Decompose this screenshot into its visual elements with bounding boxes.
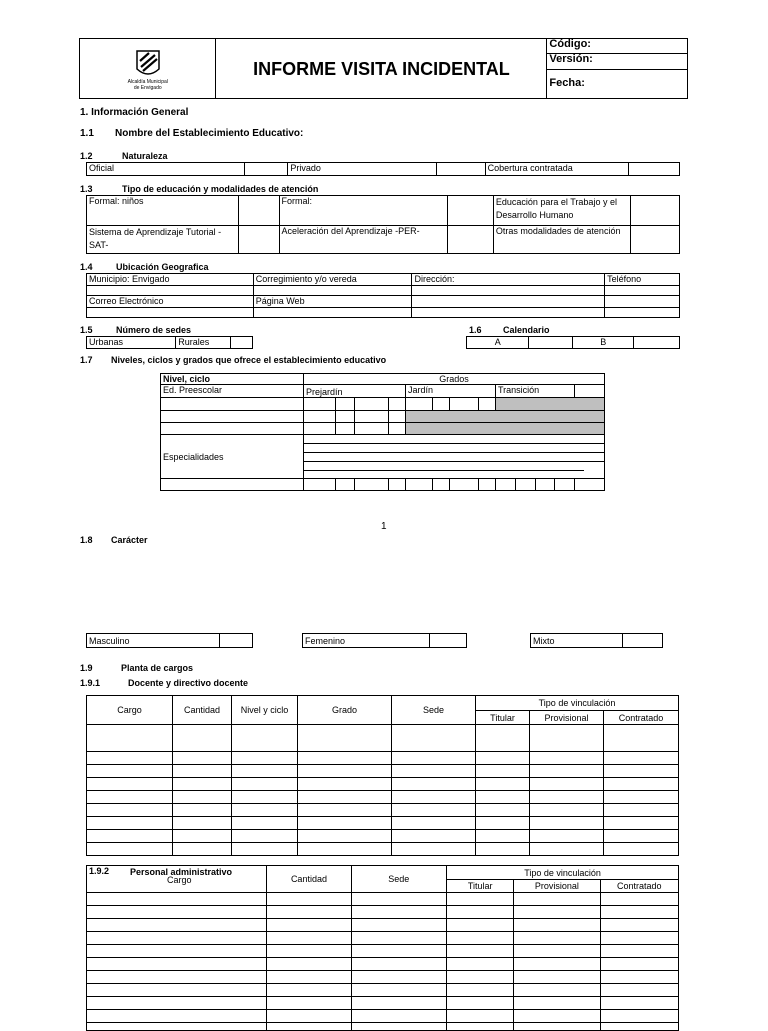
col-cargo: Cargo	[87, 696, 173, 725]
section-1-2-num: 1.2	[80, 151, 93, 161]
table-cell[interactable]	[173, 765, 232, 778]
table-cell[interactable]	[87, 997, 267, 1010]
calendario-a-field[interactable]	[529, 337, 573, 349]
grid-cell[interactable]	[406, 479, 433, 491]
urbanas-label: Urbanas	[87, 337, 176, 349]
blank-cell	[605, 296, 680, 308]
table-cell[interactable]	[447, 984, 514, 997]
table-cell[interactable]	[87, 919, 267, 932]
table-cell[interactable]	[600, 1010, 678, 1023]
blank-cell	[412, 308, 605, 318]
telefono-label: Teléfono	[605, 274, 680, 286]
table-cell[interactable]	[267, 919, 351, 932]
calendario-b-field[interactable]	[634, 337, 680, 349]
section-1-9-1-label: Docente y directivo docente	[128, 678, 249, 688]
table-cell[interactable]	[173, 752, 232, 765]
section-1-5-label: Número de sedes	[116, 325, 192, 335]
table-cell[interactable]	[267, 893, 351, 906]
table-cell[interactable]	[476, 765, 530, 778]
oficial-field[interactable]	[245, 163, 288, 176]
masculino-field[interactable]	[220, 634, 253, 648]
header-table	[79, 38, 688, 99]
table-cell[interactable]	[392, 843, 476, 856]
section-1-9-num: 1.9	[80, 663, 93, 673]
table-cell[interactable]	[476, 725, 530, 752]
direccion-field[interactable]	[412, 286, 605, 296]
femenino-table	[302, 633, 467, 648]
grid-cell[interactable]	[433, 398, 450, 411]
grid-cell[interactable]	[406, 398, 433, 411]
table-cell[interactable]	[232, 725, 298, 752]
correo-field[interactable]	[87, 308, 254, 318]
table-cell[interactable]	[351, 906, 447, 919]
table-cell[interactable]	[476, 791, 530, 804]
section-1-4-num: 1.4	[80, 262, 93, 272]
table-cell[interactable]	[173, 843, 232, 856]
direccion-label: Dirección:	[412, 274, 605, 286]
grid-cell[interactable]	[304, 423, 336, 435]
mixto-table	[530, 633, 663, 648]
table-cell[interactable]	[600, 984, 678, 997]
grid-cell[interactable]	[355, 479, 389, 491]
cobertura-field[interactable]	[628, 163, 679, 176]
table-cell[interactable]	[514, 893, 600, 906]
table-cell[interactable]	[87, 804, 173, 817]
col-tipo-vinculacion: Tipo de vinculación	[476, 696, 679, 711]
table-cell[interactable]	[514, 1010, 600, 1023]
table-cell[interactable]	[87, 1010, 267, 1023]
table-cell[interactable]	[530, 804, 604, 817]
table-cell[interactable]	[87, 752, 173, 765]
table-cell[interactable]	[87, 971, 267, 984]
shaded-cell	[406, 411, 605, 423]
table-cell[interactable]	[267, 1010, 351, 1023]
table-cell[interactable]	[392, 791, 476, 804]
table-cell[interactable]	[447, 945, 514, 958]
table-cell[interactable]	[298, 830, 392, 843]
table-cell[interactable]	[351, 1010, 447, 1023]
table-cell[interactable]	[514, 958, 600, 971]
table-cell[interactable]	[530, 765, 604, 778]
section-1-8-num: 1.8	[80, 535, 93, 545]
table-cell[interactable]	[530, 817, 604, 830]
mixto-field[interactable]	[622, 634, 662, 648]
table-cell[interactable]	[392, 830, 476, 843]
grid-cell[interactable]	[336, 423, 355, 435]
table-cell[interactable]	[476, 752, 530, 765]
col-cargo	[87, 866, 267, 893]
table-cell[interactable]	[173, 830, 232, 843]
shaded-cell	[496, 398, 605, 411]
especialidades-label: Especialidades	[161, 435, 304, 479]
municipio-field[interactable]	[87, 286, 254, 296]
blank-cell	[412, 296, 605, 308]
table-cell[interactable]	[604, 830, 679, 843]
col-contratado: Contratado	[600, 880, 678, 893]
table-cell[interactable]	[351, 971, 447, 984]
col-provisional: Provisional	[514, 880, 600, 893]
telefono-field[interactable]	[605, 286, 680, 296]
table-cell[interactable]	[232, 752, 298, 765]
table-cell[interactable]	[600, 932, 678, 945]
table-cell[interactable]	[392, 752, 476, 765]
sat-label: Sistema de Aprendizaje Tutorial - SAT-	[87, 226, 239, 254]
col-grado: Grado	[298, 696, 392, 725]
rurales-label: Rurales	[176, 337, 230, 349]
formal-ninos-field[interactable]	[238, 196, 279, 226]
table-cell[interactable]	[87, 725, 173, 752]
masculino-table	[86, 633, 253, 648]
grid-cell[interactable]	[161, 398, 304, 411]
table-cell[interactable]	[514, 906, 600, 919]
table-cell[interactable]	[600, 893, 678, 906]
version-label: Versión:	[547, 54, 687, 70]
table-cell[interactable]	[232, 791, 298, 804]
rurales-field[interactable]	[230, 337, 252, 349]
table-cell[interactable]	[87, 791, 173, 804]
edu-trabajo-label: Educación para el Trabajo y el Desarrollo Humano	[493, 196, 631, 226]
grid-cell[interactable]	[555, 479, 575, 491]
grid-cell[interactable]	[336, 479, 355, 491]
logo-text	[80, 79, 215, 91]
table-cell[interactable]	[267, 997, 351, 1010]
table-cell[interactable]	[392, 778, 476, 791]
col-cantidad: Cantidad	[267, 866, 351, 893]
table-cell[interactable]	[232, 765, 298, 778]
femenino-field[interactable]	[430, 634, 467, 648]
shaded-cell	[406, 423, 605, 435]
table-cell[interactable]	[476, 804, 530, 817]
femenino-label: Femenino	[303, 634, 430, 648]
grid-cell[interactable]	[304, 411, 336, 423]
table-cell[interactable]	[530, 791, 604, 804]
section-1-3-label: Tipo de educación y modalidades de atención	[122, 184, 319, 194]
naturaleza-table	[86, 162, 680, 176]
table-cell[interactable]	[392, 765, 476, 778]
table-cell[interactable]	[447, 997, 514, 1010]
per-field[interactable]	[448, 226, 494, 254]
nivel-header: Nivel, ciclo	[161, 374, 304, 385]
grid-cell[interactable]	[161, 411, 304, 423]
section-1-2-label: Naturaleza	[122, 151, 168, 161]
grados-header: Grados	[304, 374, 605, 385]
formal-ninos-label: Formal: niños	[87, 196, 239, 226]
fecha-label: Fecha:	[549, 77, 585, 89]
table-cell[interactable]	[173, 804, 232, 817]
table-cell[interactable]	[447, 893, 514, 906]
grid-cell[interactable]	[479, 398, 496, 411]
section-1-6-num: 1.6	[469, 325, 482, 335]
logo-cell	[80, 39, 216, 99]
table-cell[interactable]	[87, 984, 267, 997]
table-cell[interactable]	[351, 919, 447, 932]
grid-cell[interactable]	[161, 423, 304, 435]
table-cell[interactable]	[530, 843, 604, 856]
table-cell[interactable]	[351, 997, 447, 1010]
table-cell[interactable]	[514, 945, 600, 958]
table-cell[interactable]	[514, 997, 600, 1010]
grid-cell[interactable]	[575, 385, 605, 398]
edu-trabajo-field[interactable]	[631, 196, 680, 226]
table-cell[interactable]	[476, 817, 530, 830]
section-1-9-2-label: Personal administrativo	[130, 867, 233, 877]
correo-label: Correo Electrónico	[87, 296, 254, 308]
table-cell[interactable]	[298, 765, 392, 778]
table-cell[interactable]	[600, 919, 678, 932]
table-cell[interactable]	[600, 971, 678, 984]
grid-cell[interactable]	[336, 398, 355, 411]
page-title: INFORME VISITA INCIDENTAL	[216, 39, 547, 99]
per-label: Aceleración del Aprendizaje -PER-	[279, 226, 448, 254]
table-cell[interactable]	[447, 906, 514, 919]
grid-cell[interactable]	[161, 479, 304, 491]
grid-cell[interactable]	[389, 479, 406, 491]
section-1-7-num: 1.7	[80, 355, 93, 365]
transicion-label: Transición	[496, 385, 575, 398]
grid-cell[interactable]	[355, 398, 389, 411]
table-cell[interactable]	[392, 725, 476, 752]
table-cell[interactable]	[604, 791, 679, 804]
page-number: 1	[381, 521, 387, 532]
table-cell[interactable]	[514, 919, 600, 932]
logo-line-1: Alcaldía Municipal	[127, 78, 168, 85]
table-cell[interactable]	[447, 919, 514, 932]
col-cantidad: Cantidad	[173, 696, 232, 725]
table-cell[interactable]	[232, 843, 298, 856]
especialidades-field[interactable]	[304, 435, 605, 479]
table-cell[interactable]	[267, 906, 351, 919]
table-cell[interactable]	[514, 971, 600, 984]
table-cell[interactable]	[600, 906, 678, 919]
table-cell[interactable]	[232, 778, 298, 791]
col-sede: Sede	[351, 866, 447, 893]
administrativo-table	[86, 865, 679, 1031]
section-1-1-num: 1.1	[80, 128, 94, 139]
web-label: Página Web	[253, 296, 412, 308]
section-1-6-label: Calendario	[503, 325, 550, 335]
table-cell[interactable]	[232, 804, 298, 817]
table-cell[interactable]	[298, 752, 392, 765]
table-cell[interactable]	[267, 971, 351, 984]
grid-cell[interactable]	[389, 423, 406, 435]
table-cell[interactable]	[604, 843, 679, 856]
otras-label: Otras modalidades de atención	[493, 226, 631, 254]
sat-field[interactable]	[238, 226, 279, 254]
table-cell[interactable]	[87, 893, 267, 906]
table-cell[interactable]	[267, 958, 351, 971]
grid-cell[interactable]	[450, 398, 479, 411]
prejardin-label: Prejardín	[304, 385, 406, 398]
grid-cell[interactable]	[336, 411, 355, 423]
col-provisional: Provisional	[530, 711, 604, 725]
table-cell[interactable]	[173, 791, 232, 804]
table-cell[interactable]	[530, 830, 604, 843]
table-cell[interactable]	[298, 791, 392, 804]
grid-cell[interactable]	[304, 479, 336, 491]
tipo-educacion-table	[86, 195, 680, 254]
calendario-b-label: B	[573, 337, 634, 349]
grid-cell[interactable]	[450, 479, 479, 491]
privado-label: Privado	[288, 163, 437, 176]
section-1-7-label: Niveles, ciclos y grados que ofrece el establecimiento educativo	[111, 355, 387, 365]
blank-cell	[605, 308, 680, 318]
table-cell[interactable]	[232, 830, 298, 843]
formal-field[interactable]	[448, 196, 494, 226]
grid-cell[interactable]	[389, 398, 406, 411]
table-cell[interactable]	[604, 752, 679, 765]
section-1-9-1-num: 1.9.1	[80, 678, 101, 688]
table-cell[interactable]	[267, 984, 351, 997]
sedes-table	[86, 336, 253, 349]
col-cargo-label: Cargo	[167, 875, 192, 885]
mixto-label: Mixto	[531, 634, 623, 648]
meta-cell	[547, 39, 688, 99]
preescolar-label: Ed. Preescolar	[161, 385, 304, 398]
table-cell[interactable]	[604, 817, 679, 830]
table-cell[interactable]	[600, 958, 678, 971]
table-cell[interactable]	[87, 958, 267, 971]
section-1-5-num: 1.5	[80, 325, 93, 335]
table-cell[interactable]	[392, 817, 476, 830]
table-cell[interactable]	[530, 725, 604, 752]
web-field[interactable]	[253, 308, 412, 318]
table-cell[interactable]	[604, 778, 679, 791]
table-cell[interactable]	[232, 817, 298, 830]
municipio-label: Municipio: Envigado	[87, 274, 254, 286]
section-1-4-label: Ubicación Geografica	[116, 262, 209, 272]
table-cell[interactable]	[267, 945, 351, 958]
section-1-9-2-num: 1.9.2	[89, 866, 110, 876]
table-cell[interactable]	[447, 932, 514, 945]
grid-cell[interactable]	[355, 423, 389, 435]
col-titular: Titular	[447, 880, 514, 893]
table-cell[interactable]	[476, 778, 530, 791]
table-cell[interactable]	[447, 971, 514, 984]
corregimiento-field[interactable]	[253, 286, 412, 296]
section-1-title: 1. Información General	[80, 107, 189, 118]
ubicacion-table	[86, 273, 680, 318]
table-cell[interactable]	[267, 932, 351, 945]
section-1-3-num: 1.3	[80, 184, 93, 194]
table-cell[interactable]	[530, 778, 604, 791]
table-cell[interactable]	[351, 932, 447, 945]
col-contratado: Contratado	[604, 711, 679, 725]
codigo-label: Código:	[547, 39, 687, 54]
table-cell[interactable]	[87, 765, 173, 778]
table-cell[interactable]	[604, 765, 679, 778]
table-cell[interactable]	[514, 984, 600, 997]
corregimiento-label: Corregimiento y/o vereda	[253, 274, 412, 286]
table-cell[interactable]	[447, 1010, 514, 1023]
table-cell[interactable]	[476, 830, 530, 843]
jardin-label: Jardín	[406, 385, 496, 398]
grid-cell[interactable]	[496, 479, 516, 491]
otras-field[interactable]	[631, 226, 680, 254]
col-sede: Sede	[392, 696, 476, 725]
col-titular: Titular	[476, 711, 530, 725]
grid-cell[interactable]	[304, 398, 336, 411]
table-cell[interactable]	[476, 843, 530, 856]
table-cell[interactable]	[351, 893, 447, 906]
col-nivel: Nivel y ciclo	[232, 696, 298, 725]
logo-line-2: de Envigado	[133, 84, 162, 91]
grid-cell[interactable]	[389, 411, 406, 423]
table-cell[interactable]	[87, 945, 267, 958]
table-cell[interactable]	[298, 843, 392, 856]
table-cell[interactable]	[87, 817, 173, 830]
grid-cell[interactable]	[515, 479, 535, 491]
table-cell[interactable]	[600, 945, 678, 958]
grid-cell[interactable]	[575, 479, 605, 491]
niveles-table	[160, 373, 605, 491]
table-cell[interactable]	[514, 932, 600, 945]
table-cell[interactable]	[87, 778, 173, 791]
table-cell[interactable]	[298, 804, 392, 817]
section-1-9-label: Planta de cargos	[121, 663, 194, 673]
docente-table	[86, 695, 679, 856]
section-1-1-label: Nombre del Establecimiento Educativo:	[115, 128, 304, 139]
table-cell[interactable]	[173, 817, 232, 830]
oficial-label: Oficial	[87, 163, 245, 176]
table-cell[interactable]	[298, 778, 392, 791]
formal-label: Formal:	[279, 196, 448, 226]
table-cell[interactable]	[351, 945, 447, 958]
masculino-label: Masculino	[87, 634, 220, 648]
logo-icon	[135, 49, 161, 79]
table-cell[interactable]	[87, 906, 267, 919]
table-cell[interactable]	[600, 997, 678, 1010]
grid-cell[interactable]	[479, 479, 496, 491]
table-cell[interactable]	[351, 958, 447, 971]
grid-cell[interactable]	[433, 479, 450, 491]
table-cell[interactable]	[392, 804, 476, 817]
table-cell[interactable]	[298, 725, 392, 752]
cobertura-label: Cobertura contratada	[485, 163, 628, 176]
table-cell[interactable]	[87, 830, 173, 843]
table-cell[interactable]	[530, 752, 604, 765]
section-1-8-label: Carácter	[111, 535, 148, 545]
table-cell[interactable]	[173, 725, 232, 752]
table-cell[interactable]	[604, 725, 679, 752]
table-cell[interactable]	[298, 817, 392, 830]
table-cell[interactable]	[173, 778, 232, 791]
grid-cell[interactable]	[355, 411, 389, 423]
privado-field[interactable]	[437, 163, 485, 176]
table-cell[interactable]	[604, 804, 679, 817]
table-cell[interactable]	[447, 958, 514, 971]
table-cell[interactable]	[351, 984, 447, 997]
table-cell[interactable]	[87, 843, 173, 856]
table-cell[interactable]	[87, 932, 267, 945]
calendario-a-label: A	[467, 337, 529, 349]
col-tipo-vinculacion: Tipo de vinculación	[447, 866, 679, 880]
grid-cell[interactable]	[535, 479, 555, 491]
calendario-table	[466, 336, 680, 349]
